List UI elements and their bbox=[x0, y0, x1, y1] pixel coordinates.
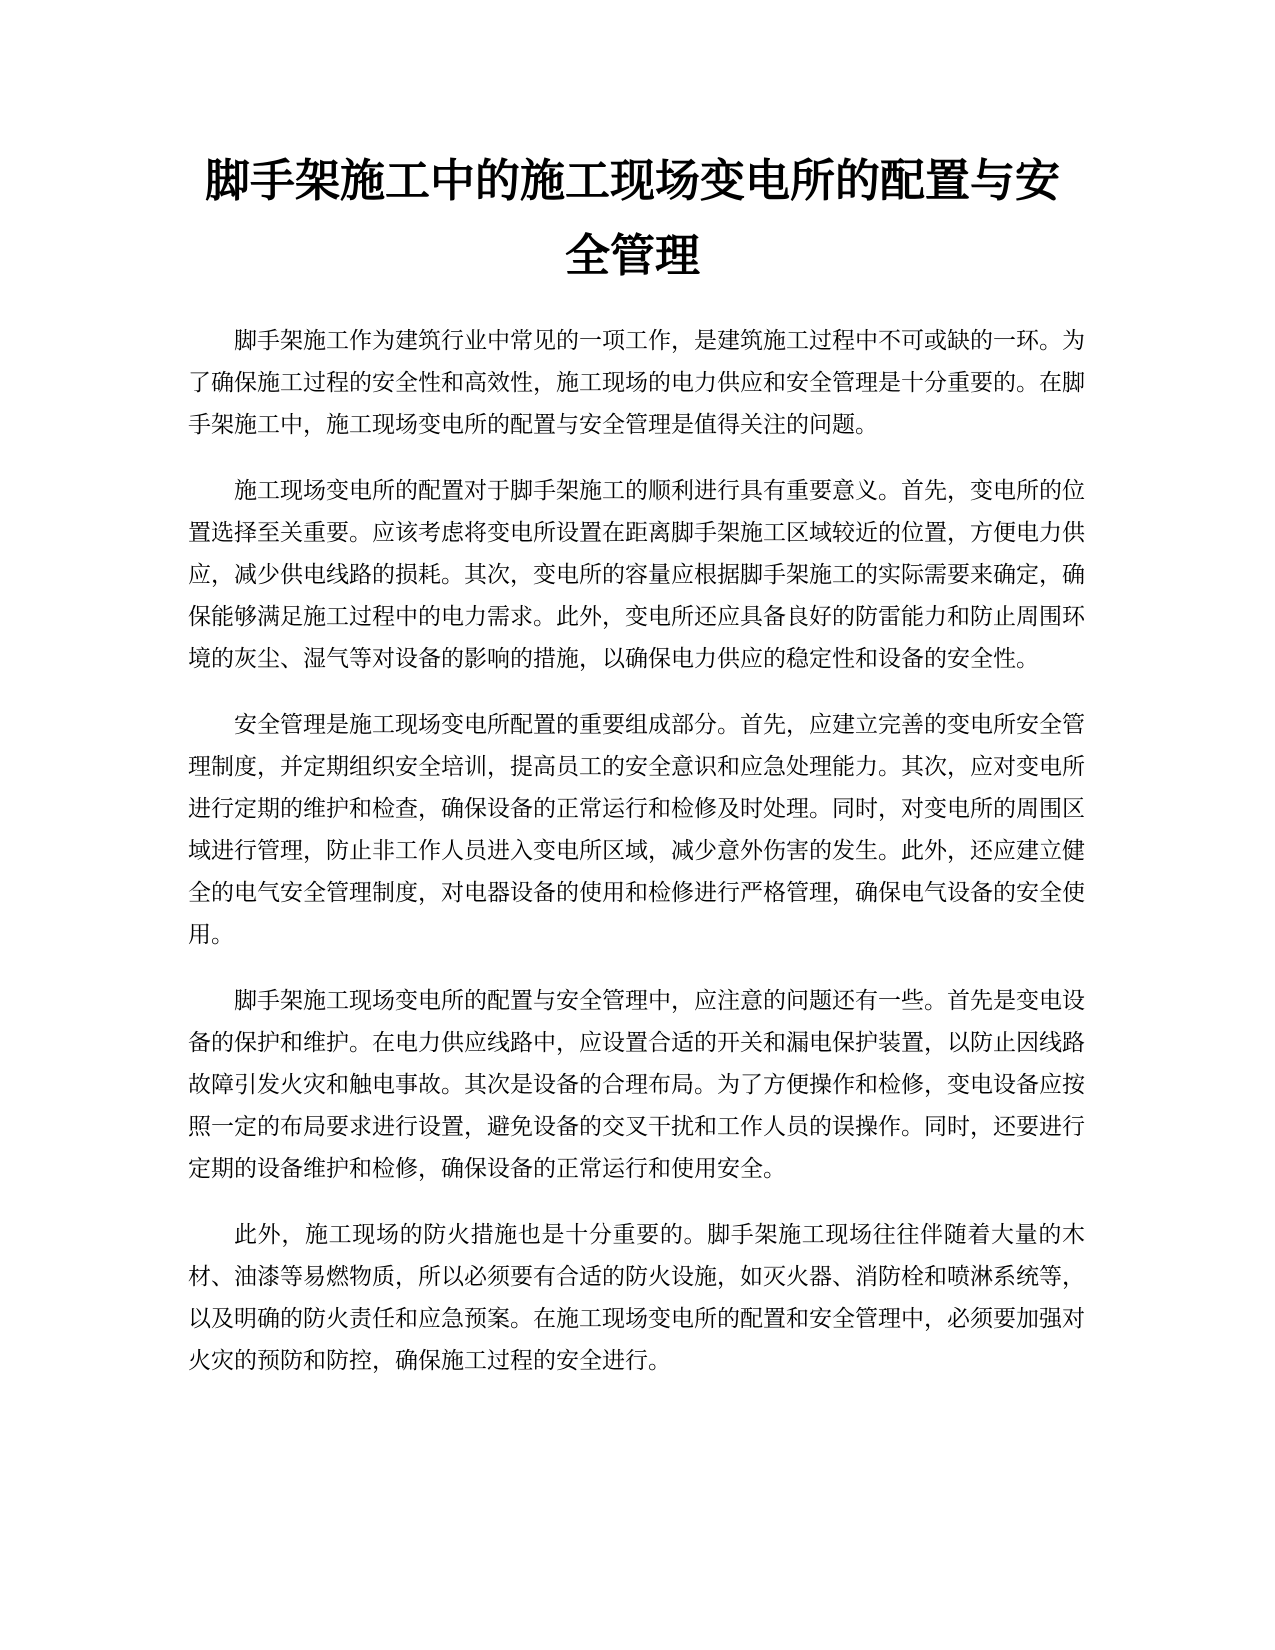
paragraph-2: 施工现场变电所的配置对于脚手架施工的顺利进行具有重要意义。首先，变电所的位置选择至关重要。应该考虑将变电所设置在距离脚手架施工区域较近的位置，方便电力供应，减少供电线路的损耗。其次，变电所的容量应根据脚手架施工的实际需要来确定，确保能够满足施工过程中的电力需求。此外，变电所还应具备良好的防雷能力和防止周围环境的灰尘、湿气等对设备的影响的措施，以确保电力供应的稳定性和设备的安全性。 bbox=[188, 478, 1085, 672]
document-title: 脚手架施工中的施工现场变电所的配置与安全管理 bbox=[204, 154, 1060, 282]
document-body bbox=[188, 320, 1085, 1406]
paragraph-4: 脚手架施工现场变电所的配置与安全管理中，应注意的问题还有一些。首先是变电设备的保护和维护。在电力供应线路中，应设置合适的开关和漏电保护装置，以防止因线路故障引发火灾和触电事故。其次是设备的合理布局。为了方便操作和检修，变电设备应按照一定的布局要求进行设置，避免设备的交叉干扰和工作人员的误操作。同时，还要进行定期的设备维护和检修，确保设备的正常运行和使用安全。 bbox=[188, 988, 1085, 1182]
paragraph-1: 脚手架施工作为建筑行业中常见的一项工作，是建筑施工过程中不可或缺的一环。为了确保施工过程的安全性和高效性，施工现场的电力供应和安全管理是十分重要的。在脚手架施工中，施工现场变电所的配置与安全管理是值得关注的问题。 bbox=[188, 328, 1085, 438]
paragraph-3: 安全管理是施工现场变电所配置的重要组成部分。首先，应建立完善的变电所安全管理制度，并定期组织安全培训，提高员工的安全意识和应急处理能力。其次，应对变电所进行定期的维护和检查，确保设备的正常运行和检修及时处理。同时，对变电所的周围区域进行管理，防止非工作人员进入变电所区域，减少意外伤害的发生。此外，还应建立健全的电气安全管理制度，对电器设备的使用和检修进行严格管理，确保电气设备的安全使用。 bbox=[188, 712, 1085, 948]
paragraph-5: 此外，施工现场的防火措施也是十分重要的。脚手架施工现场往往伴随着大量的木材、油漆等易燃物质，所以必须要有合适的防火设施，如灭火器、消防栓和喷淋系统等，以及明确的防火责任和应急预案。在施工现场变电所的配置和安全管理中，必须要加强对火灾的预防和防控，确保施工过程的安全进行。 bbox=[188, 1222, 1085, 1374]
